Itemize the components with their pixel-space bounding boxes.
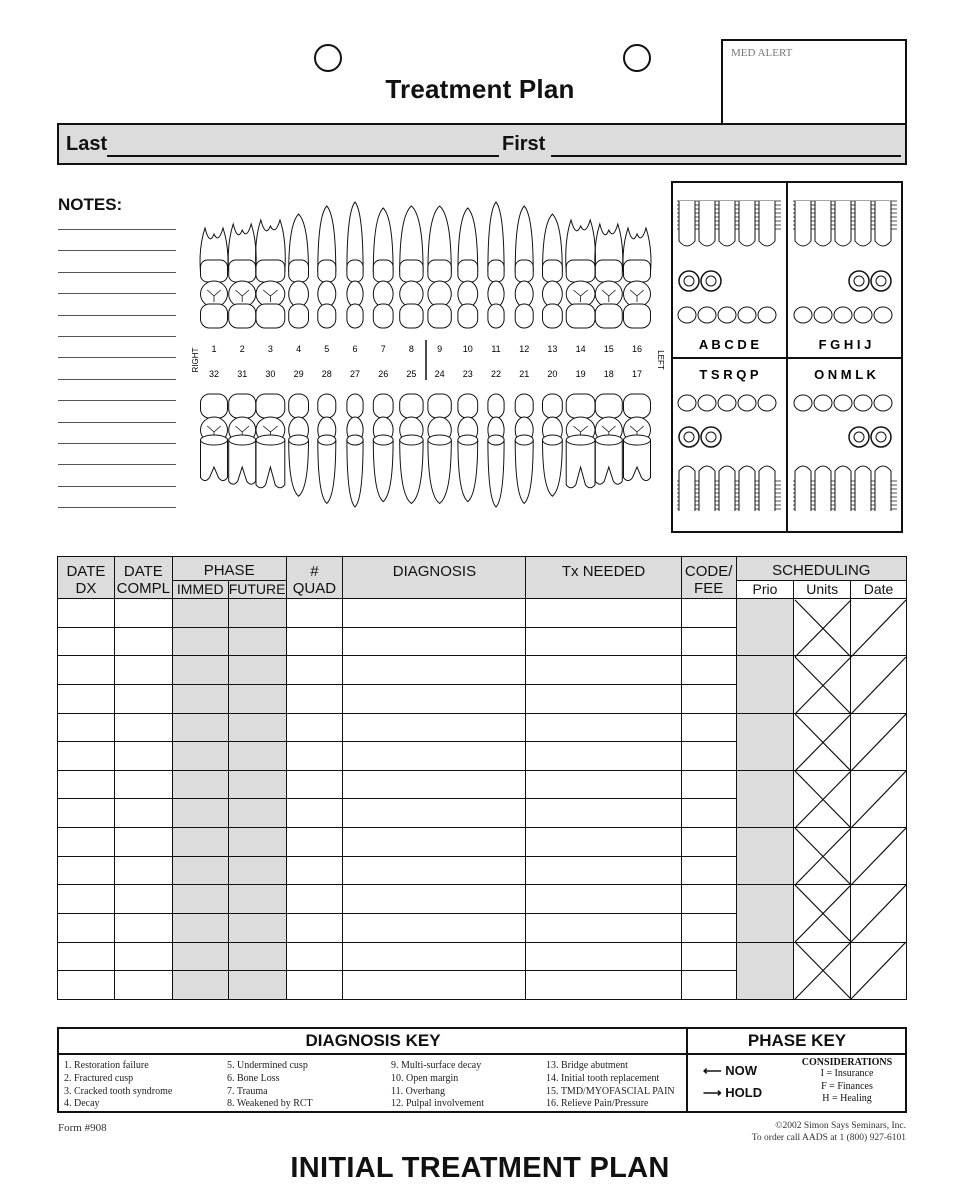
upper-tooth[interactable] (200, 228, 228, 328)
col-diagnosis: DIAGNOSIS (343, 557, 526, 599)
table-cell[interactable] (58, 942, 115, 971)
diagnosis-key-col-4: 13. Bridge abutment 14. Initial tooth replacement 15. TMD/MYOFASCIAL PAIN 16. Relieve Pain/Pressure (546, 1060, 675, 1110)
table-cell[interactable] (681, 971, 736, 1000)
notes-line[interactable] (58, 293, 176, 294)
table-cell[interactable] (526, 828, 681, 857)
col-code-fee: CODE/ FEE (681, 557, 736, 599)
form-number: Form #908 (58, 1122, 107, 1134)
notes-line[interactable] (58, 315, 176, 316)
table-cell[interactable] (58, 770, 115, 799)
table-cell[interactable] (114, 799, 172, 828)
upper-tooth-number: 3 (267, 344, 273, 354)
table-row (58, 656, 907, 685)
med-alert-box[interactable] (721, 39, 907, 125)
table-cell[interactable] (526, 742, 681, 771)
table-cell[interactable] (794, 885, 851, 942)
upper-tooth-number: 1 (211, 344, 217, 354)
table-cell[interactable] (228, 770, 286, 799)
table-cell[interactable] (228, 656, 286, 685)
table-cell[interactable] (526, 656, 681, 685)
arrow-right-icon: ⟶ (703, 1085, 722, 1100)
upper-tooth[interactable] (428, 206, 451, 328)
table-cell[interactable] (172, 599, 228, 628)
table-cell[interactable] (681, 599, 736, 628)
upper-tooth[interactable] (458, 208, 478, 328)
diagnosis-key-title: DIAGNOSIS KEY (305, 1031, 441, 1050)
lower-tooth[interactable] (400, 394, 423, 503)
table-cell[interactable] (114, 914, 172, 943)
table-cell[interactable] (114, 599, 172, 628)
lower-tooth-number: 18 (603, 369, 614, 379)
upper-tooth-number: 8 (408, 344, 414, 354)
lower-tooth[interactable] (488, 394, 504, 507)
upper-tooth-number: 12 (519, 344, 530, 354)
table-cell[interactable] (736, 599, 794, 656)
table-cell[interactable] (58, 599, 115, 628)
table-cell[interactable] (343, 656, 526, 685)
table-cell[interactable] (343, 627, 526, 656)
lower-tooth[interactable] (515, 394, 533, 503)
table-cell[interactable] (343, 684, 526, 713)
binder-hole-right (623, 44, 651, 72)
last-name-label: Last (66, 133, 108, 155)
table-cell[interactable] (526, 770, 681, 799)
table-cell[interactable] (736, 770, 794, 827)
table-cell[interactable] (58, 828, 115, 857)
table-cell[interactable] (286, 799, 343, 828)
upper-tooth[interactable] (318, 206, 336, 328)
upper-tooth[interactable] (256, 220, 286, 328)
table-cell[interactable] (286, 742, 343, 771)
table-cell[interactable] (286, 599, 343, 628)
table-cell[interactable] (172, 828, 228, 857)
table-cell[interactable] (681, 914, 736, 943)
table-cell[interactable] (851, 828, 907, 885)
lower-tooth-number: 17 (631, 369, 643, 379)
lower-tooth[interactable] (624, 394, 651, 481)
notes-line[interactable] (58, 336, 176, 337)
col-immed: IMMED (172, 581, 228, 599)
table-cell[interactable] (114, 684, 172, 713)
table-row (58, 713, 907, 742)
table-cell[interactable] (286, 713, 343, 742)
table-cell[interactable] (228, 799, 286, 828)
table-row (58, 828, 907, 857)
upper-tooth-number: 2 (239, 344, 245, 354)
lower-tooth-number: 24 (434, 369, 445, 379)
upper-tooth[interactable] (228, 224, 256, 328)
table-cell[interactable] (228, 942, 286, 971)
form-big-title: INITIAL TREATMENT PLAN (290, 1152, 670, 1184)
lower-tooth-number: 29 (293, 369, 304, 379)
table-cell[interactable] (526, 914, 681, 943)
table-cell[interactable] (58, 856, 115, 885)
upper-tooth[interactable] (515, 206, 533, 328)
upper-tooth[interactable] (595, 224, 623, 328)
table-cell[interactable] (286, 828, 343, 857)
table-cell[interactable] (681, 856, 736, 885)
notes-line[interactable] (58, 422, 176, 423)
table-cell[interactable] (172, 770, 228, 799)
primary-letters-lower-left: T S R Q P (699, 367, 759, 382)
table-cell[interactable] (526, 856, 681, 885)
table-cell[interactable] (228, 828, 286, 857)
primary-letters-lower-right: O N M L K (814, 367, 876, 382)
order-info: To order call AADS at 1 (800) 927-6101 (751, 1132, 906, 1143)
arrow-left-icon: ⟵ (703, 1063, 722, 1078)
table-cell[interactable] (526, 713, 681, 742)
upper-tooth[interactable] (543, 214, 563, 328)
table-cell[interactable] (58, 885, 115, 914)
lower-tooth[interactable] (289, 394, 309, 496)
table-cell[interactable] (681, 656, 736, 685)
lower-tooth-number: 23 (462, 369, 473, 379)
lower-tooth[interactable] (229, 394, 256, 484)
table-cell[interactable] (681, 942, 736, 971)
table-cell[interactable] (286, 684, 343, 713)
table-cell[interactable] (172, 971, 228, 1000)
lower-tooth-number: 28 (321, 369, 332, 379)
table-cell[interactable] (681, 627, 736, 656)
treatment-table (57, 556, 907, 1000)
lower-tooth-number: 30 (265, 369, 276, 379)
phase-hold-label: HOLD (725, 1085, 763, 1100)
upper-teeth[interactable] (200, 202, 651, 328)
table-cell[interactable] (172, 742, 228, 771)
col-tx-needed: Tx NEEDED (526, 557, 681, 599)
col-phase: PHASE (172, 557, 286, 581)
table-cell[interactable] (286, 770, 343, 799)
upper-tooth-number: 16 (631, 344, 643, 354)
upper-tooth-number: 10 (462, 344, 473, 354)
table-cell[interactable] (851, 713, 907, 770)
table-cell[interactable] (58, 713, 115, 742)
table-cell[interactable] (228, 627, 286, 656)
last-name-field[interactable] (107, 155, 499, 157)
table-cell[interactable] (114, 742, 172, 771)
notes-line[interactable] (58, 229, 176, 230)
primary-tooth-chart[interactable] (671, 181, 903, 533)
phase-legend (703, 1060, 762, 1104)
table-cell[interactable] (343, 856, 526, 885)
table-cell[interactable] (343, 713, 526, 742)
table-cell[interactable] (526, 599, 681, 628)
table-cell[interactable] (114, 942, 172, 971)
table-cell[interactable] (736, 656, 794, 713)
table-cell[interactable] (172, 713, 228, 742)
table-cell[interactable] (58, 914, 115, 943)
col-future: FUTURE (228, 581, 286, 597)
lower-tooth[interactable] (347, 394, 363, 507)
upper-tooth[interactable] (289, 214, 309, 328)
table-cell[interactable] (851, 599, 907, 656)
lower-tooth-number: 26 (378, 369, 389, 379)
notes-line[interactable] (58, 400, 176, 401)
lower-tooth-number: 21 (519, 369, 530, 379)
table-cell[interactable] (114, 713, 172, 742)
lower-tooth-number: 27 (349, 369, 361, 379)
table-cell[interactable] (343, 828, 526, 857)
table-cell[interactable] (851, 885, 907, 942)
primary-letters-upper-right: F G H I J (818, 337, 872, 352)
table-cell[interactable] (681, 770, 736, 799)
table-row (58, 599, 907, 628)
upper-tooth-number: 4 (296, 344, 302, 354)
key-panel (57, 1027, 907, 1113)
table-cell[interactable] (228, 885, 286, 914)
side-label-right: RIGHT (191, 347, 200, 373)
upper-tooth[interactable] (488, 202, 504, 328)
table-cell[interactable] (58, 742, 115, 771)
binder-hole-left (314, 44, 342, 72)
table-cell[interactable] (343, 770, 526, 799)
table-cell[interactable] (172, 942, 228, 971)
notes-label: NOTES: (58, 195, 123, 214)
first-name-field[interactable] (551, 155, 901, 157)
lower-tooth[interactable] (318, 394, 336, 503)
table-cell[interactable] (228, 742, 286, 771)
table-cell[interactable] (681, 828, 736, 857)
table-cell[interactable] (794, 828, 851, 885)
lower-tooth[interactable] (256, 394, 285, 488)
diagnosis-key-col-3: 9. Multi-surface decay 10. Open margin 11. Overhang 12. Pulpal involvement (391, 1060, 485, 1110)
table-cell[interactable] (58, 627, 115, 656)
table-cell[interactable] (794, 713, 851, 770)
table-cell[interactable] (172, 914, 228, 943)
table-cell[interactable] (736, 828, 794, 885)
table-cell[interactable] (228, 684, 286, 713)
table-cell[interactable] (286, 885, 343, 914)
table-cell[interactable] (794, 599, 851, 656)
name-bar (57, 123, 907, 165)
diagnosis-key-col-2: 5. Undermined cusp 6. Bone Loss 7. Trauma 8. Weakened by RCT (227, 1060, 313, 1110)
lower-tooth-number: 31 (237, 369, 248, 379)
table-cell[interactable] (172, 627, 228, 656)
table-cell[interactable] (228, 599, 286, 628)
table-cell[interactable] (343, 971, 526, 1000)
notes-line[interactable] (58, 272, 176, 273)
table-cell[interactable] (58, 656, 115, 685)
upper-tooth-number: 13 (547, 344, 558, 354)
lower-tooth[interactable] (595, 394, 622, 484)
table-cell[interactable] (58, 684, 115, 713)
table-cell[interactable] (526, 942, 681, 971)
col-date: Date (851, 581, 907, 599)
notes-line[interactable] (58, 486, 176, 487)
table-cell[interactable] (526, 627, 681, 656)
notes-line[interactable] (58, 464, 176, 465)
table-cell[interactable] (794, 942, 851, 999)
primary-letters-upper-left: A B C D E (698, 337, 760, 352)
table-row (58, 942, 907, 971)
diagnosis-key-col-1: 1. Restoration failure 2. Fractured cusp 3. Cracked tooth syndrome 4. Decay (64, 1060, 173, 1110)
upper-tooth-number: 9 (437, 344, 443, 354)
lower-tooth[interactable] (201, 394, 228, 481)
table-cell[interactable] (681, 684, 736, 713)
notes-line[interactable] (58, 379, 176, 380)
lower-tooth-number: 32 (208, 369, 220, 379)
table-cell[interactable] (526, 684, 681, 713)
table-cell[interactable] (736, 885, 794, 942)
table-cell[interactable] (286, 914, 343, 943)
upper-tooth-number: 11 (491, 344, 501, 354)
lower-tooth-number: 19 (575, 369, 586, 379)
table-cell[interactable] (851, 942, 907, 999)
lower-tooth[interactable] (428, 394, 451, 503)
table-cell[interactable] (681, 713, 736, 742)
table-cell[interactable] (172, 656, 228, 685)
col-date-dx: DATE DX (58, 557, 115, 599)
upper-tooth[interactable] (347, 202, 363, 328)
table-cell[interactable] (681, 742, 736, 771)
table-cell[interactable] (228, 713, 286, 742)
table-cell[interactable] (114, 656, 172, 685)
upper-tooth-number: 15 (603, 344, 614, 354)
table-cell[interactable] (286, 942, 343, 971)
notes-line[interactable] (58, 507, 176, 508)
table-cell[interactable] (286, 627, 343, 656)
upper-tooth[interactable] (400, 206, 423, 328)
upper-tooth[interactable] (623, 228, 651, 328)
table-cell[interactable] (114, 828, 172, 857)
notes-line[interactable] (58, 250, 176, 251)
table-cell[interactable] (681, 885, 736, 914)
table-cell[interactable] (526, 885, 681, 914)
lower-tooth-number: 22 (490, 369, 502, 379)
table-cell[interactable] (343, 942, 526, 971)
table-cell[interactable] (794, 656, 851, 713)
table-cell[interactable] (172, 885, 228, 914)
col-quad: # QUAD (286, 557, 343, 599)
table-cell[interactable] (114, 627, 172, 656)
table-cell[interactable] (286, 656, 343, 685)
copyright: ©2002 Simon Says Seminars, Inc. (775, 1121, 906, 1131)
lower-tooth-number: 20 (547, 369, 558, 379)
phase-now-label: NOW (725, 1063, 758, 1078)
table-cell[interactable] (851, 656, 907, 713)
adult-tooth-chart[interactable] (186, 182, 666, 522)
table-cell[interactable] (286, 971, 343, 1000)
upper-tooth-number: 14 (575, 344, 586, 354)
table-cell[interactable] (114, 856, 172, 885)
upper-tooth[interactable] (373, 208, 393, 328)
table-cell[interactable] (681, 799, 736, 828)
lower-tooth-number: 25 (406, 369, 417, 379)
upper-tooth-number: 6 (352, 344, 358, 354)
table-cell[interactable] (343, 742, 526, 771)
table-cell[interactable] (114, 971, 172, 1000)
table-cell[interactable] (228, 971, 286, 1000)
col-date-compl: DATE COMPL (114, 557, 172, 599)
table-cell[interactable] (736, 942, 794, 999)
lower-tooth[interactable] (373, 394, 393, 502)
lower-tooth[interactable] (458, 394, 478, 502)
table-cell[interactable] (286, 856, 343, 885)
col-units: Units (794, 581, 851, 599)
table-cell[interactable] (172, 856, 228, 885)
table-cell[interactable] (172, 684, 228, 713)
table-cell[interactable] (343, 914, 526, 943)
notes-line[interactable] (58, 357, 176, 358)
table-cell[interactable] (736, 713, 794, 770)
table-cell[interactable] (172, 799, 228, 828)
considerations: CONSIDERATIONS I = Insurance F = Finances H = Healing (797, 1057, 897, 1106)
table-cell[interactable] (343, 885, 526, 914)
phase-key-title: PHASE KEY (747, 1031, 847, 1050)
col-prio: Prio (736, 581, 794, 599)
considerations-title: CONSIDERATIONS (801, 1057, 893, 1068)
upper-tooth[interactable] (566, 220, 596, 328)
page-title: Treatment Plan (385, 74, 575, 104)
table-cell[interactable] (343, 599, 526, 628)
lower-tooth[interactable] (566, 394, 595, 488)
side-label-left: LEFT (656, 350, 665, 370)
table-cell[interactable] (58, 799, 115, 828)
table-cell[interactable] (526, 799, 681, 828)
col-scheduling: SCHEDULING (736, 557, 906, 581)
table-row (58, 885, 907, 914)
table-cell[interactable] (114, 770, 172, 799)
upper-tooth-number: 5 (324, 344, 330, 354)
table-cell[interactable] (58, 971, 115, 1000)
notes-line[interactable] (58, 443, 176, 444)
table-cell[interactable] (794, 770, 851, 827)
lower-teeth[interactable] (201, 394, 651, 507)
table-cell[interactable] (343, 799, 526, 828)
upper-tooth-number: 7 (380, 344, 386, 354)
copyright-block (752, 1121, 906, 1144)
table-cell[interactable] (114, 885, 172, 914)
table-row (58, 770, 907, 799)
lower-tooth[interactable] (543, 394, 563, 496)
table-cell[interactable] (851, 770, 907, 827)
table-cell[interactable] (228, 914, 286, 943)
table-cell[interactable] (228, 856, 286, 885)
table-cell[interactable] (526, 971, 681, 1000)
first-name-label: First (502, 133, 546, 155)
med-alert-label: MED ALERT (731, 47, 793, 59)
